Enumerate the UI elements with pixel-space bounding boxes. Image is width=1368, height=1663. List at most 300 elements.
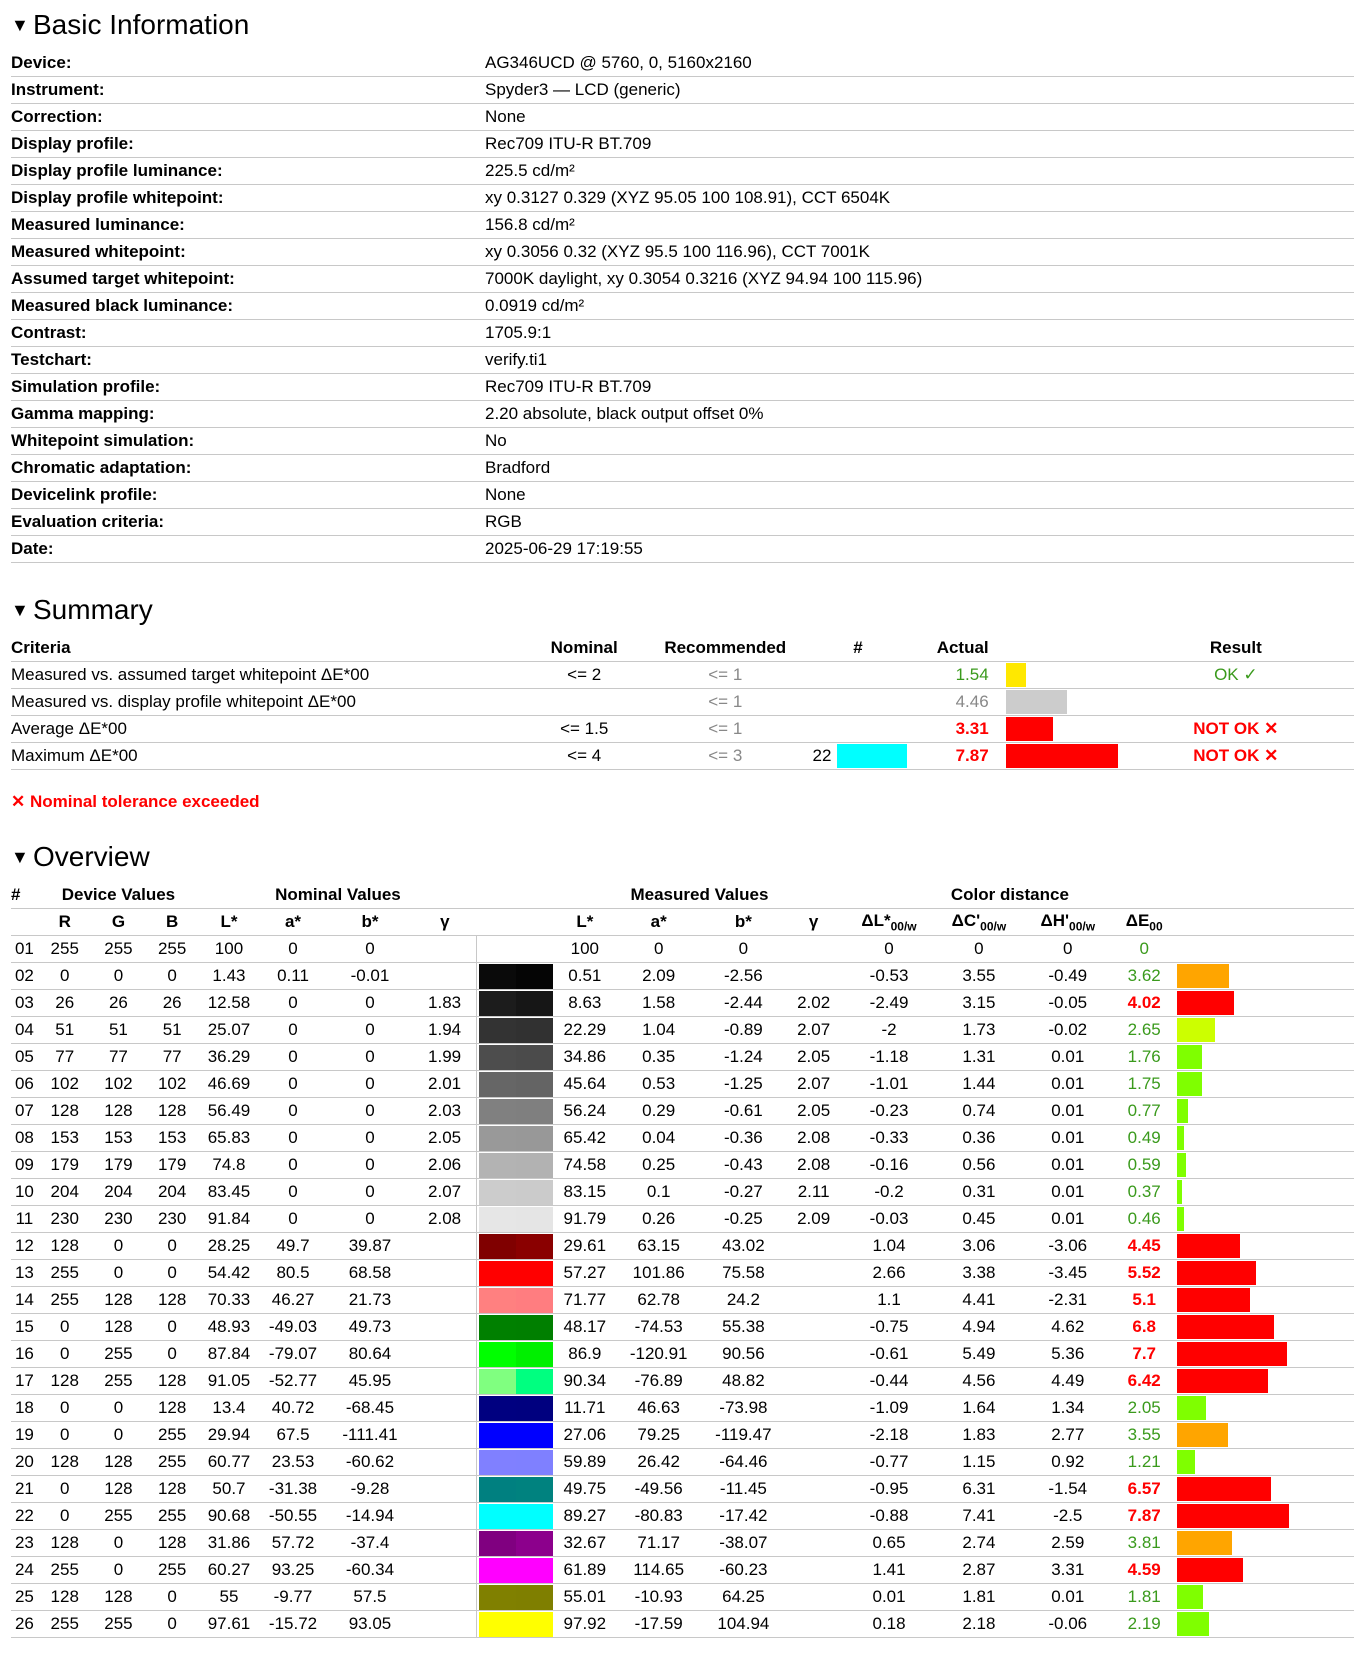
nominal-color-swatch [479,1261,516,1286]
nominal-b: -60.62 [327,1449,413,1476]
measured-a: 71.17 [614,1530,703,1557]
device-b: 0 [145,963,199,990]
nominal-color-swatch [479,1558,516,1583]
nominal-a: 57.72 [259,1530,327,1557]
nominal-gamma: 2.08 [413,1206,477,1233]
delta-H: -3.45 [1023,1260,1112,1287]
delta-C: 0.36 [934,1125,1023,1152]
nominal-b: 0 [327,1017,413,1044]
nominal-L: 100 [199,936,259,963]
nominal-L: 31.86 [199,1530,259,1557]
nominal-b: -14.94 [327,1503,413,1530]
nominal-b: 0 [327,1179,413,1206]
overview-row [11,1611,1354,1638]
row-num: 03 [11,990,38,1017]
row-num: 04 [11,1017,38,1044]
device-b: 255 [145,1503,199,1530]
device-b: 128 [145,1098,199,1125]
device-r: 128 [38,1449,92,1476]
nominal-color-swatch [479,964,516,989]
basic-section-heading[interactable]: ▼ Basic Information [11,0,1354,50]
delta-H: 5.36 [1023,1341,1112,1368]
device-g: 77 [92,1044,146,1071]
row-num: 14 [11,1287,38,1314]
delta-e-bar-cell [1176,1233,1354,1260]
delta-C: 6.31 [934,1476,1023,1503]
nominal-L: 91.05 [199,1368,259,1395]
delta-e-bar-cell [1176,1017,1354,1044]
delta-E: 6.42 [1112,1368,1176,1395]
summary-bar-cell [989,689,1118,716]
delta-C: 0.56 [934,1152,1023,1179]
delta-E: 4.02 [1112,990,1176,1017]
nominal-a: 0 [259,1206,327,1233]
summary-actual: 7.87 [909,743,989,770]
color-swatch-cell [477,1287,556,1314]
info-row [11,266,1354,293]
measured-color-swatch [516,1180,553,1205]
device-b: 255 [145,1422,199,1449]
measured-color-swatch [516,1045,553,1070]
measured-L: 90.34 [555,1368,614,1395]
ov-sub-L: L* [199,909,259,936]
nominal-gamma [413,1476,477,1503]
nominal-a: 46.27 [259,1287,327,1314]
delta-C: 2.74 [934,1530,1023,1557]
delta-E: 7.7 [1112,1341,1176,1368]
device-r: 102 [38,1071,92,1098]
delta-C: 5.49 [934,1341,1023,1368]
summary-header-nominal: Nominal [525,635,644,662]
measured-gamma: 2.07 [784,1071,844,1098]
nominal-gamma [413,1503,477,1530]
nominal-gamma [413,1314,477,1341]
device-r: 128 [38,1368,92,1395]
delta-L: -0.03 [844,1206,935,1233]
measured-L: 34.86 [555,1044,614,1071]
delta-C: 1.44 [934,1071,1023,1098]
measured-b: -2.56 [703,963,784,990]
color-swatch-cell [477,1449,556,1476]
nominal-color-swatch [479,937,516,962]
color-swatch-cell [477,1260,556,1287]
collapse-triangle-icon[interactable]: ▼ [11,847,29,867]
device-b: 255 [145,1557,199,1584]
nominal-a: 0 [259,1179,327,1206]
measured-L: 83.15 [555,1179,614,1206]
overview-row [11,1179,1354,1206]
device-r: 128 [38,1098,92,1125]
summary-result: NOT OK ✕ [1118,716,1354,743]
summary-table [11,635,1354,770]
device-g: 179 [92,1152,146,1179]
delta-C: 0 [934,936,1023,963]
delta-H: 4.62 [1023,1314,1112,1341]
measured-b: 43.02 [703,1233,784,1260]
nominal-a: 40.72 [259,1395,327,1422]
overview-row [11,1260,1354,1287]
row-num: 12 [11,1233,38,1260]
delta-C: 0.74 [934,1098,1023,1125]
measured-b: 55.38 [703,1314,784,1341]
nominal-L: 29.94 [199,1422,259,1449]
info-key: Measured whitepoint: [11,239,485,266]
measured-a: 62.78 [614,1287,703,1314]
nominal-b: -37.4 [327,1530,413,1557]
delta-L: -0.53 [844,963,935,990]
color-swatch-cell [477,1125,556,1152]
info-row [11,401,1354,428]
measured-color-swatch [516,1315,553,1340]
measured-gamma: 2.08 [784,1152,844,1179]
measured-L: 29.61 [555,1233,614,1260]
overview-section-heading[interactable]: ▼ Overview [11,832,1354,882]
measured-L: 48.17 [555,1314,614,1341]
nominal-a: 0 [259,1098,327,1125]
measured-a: -76.89 [614,1368,703,1395]
delta-e-bar [1177,1342,1287,1366]
measured-color-swatch [516,1234,553,1259]
nominal-gamma: 2.06 [413,1152,477,1179]
device-g: 0 [92,1395,146,1422]
nominal-L: 90.68 [199,1503,259,1530]
delta-C: 1.73 [934,1017,1023,1044]
measured-L: 22.29 [555,1017,614,1044]
measured-L: 89.27 [555,1503,614,1530]
measured-a: 0.29 [614,1098,703,1125]
nominal-L: 50.7 [199,1476,259,1503]
nominal-b: 0 [327,936,413,963]
summary-criteria: Measured vs. display profile whitepoint ΔE*00 [11,689,525,716]
delta-e-bar-cell [1176,1530,1354,1557]
measured-gamma [784,936,844,963]
device-g: 0 [92,1233,146,1260]
nominal-b: 49.73 [327,1314,413,1341]
overview-row [11,1044,1354,1071]
color-swatch-cell [477,1557,556,1584]
device-r: 255 [38,936,92,963]
summary-actual: 3.31 [909,716,989,743]
delta-L: -0.95 [844,1476,935,1503]
info-value: xy 0.3127 0.329 (XYZ 95.05 100 108.91), CCT 6504K [485,185,1354,212]
row-num: 10 [11,1179,38,1206]
delta-e-bar [1177,1612,1208,1636]
delta-E: 1.21 [1112,1449,1176,1476]
delta-e-bar [1177,1558,1243,1582]
nominal-L: 70.33 [199,1287,259,1314]
nominal-color-swatch [479,1234,516,1259]
device-b: 128 [145,1530,199,1557]
nominal-b: 57.5 [327,1584,413,1611]
row-num: 19 [11,1422,38,1449]
nominal-L: 83.45 [199,1179,259,1206]
device-g: 128 [92,1314,146,1341]
info-key: Contrast: [11,320,485,347]
info-value: No [485,428,1354,455]
delta-e-bar [1177,1099,1188,1123]
nominal-L: 60.27 [199,1557,259,1584]
measured-a: -80.83 [614,1503,703,1530]
delta-E: 2.65 [1112,1017,1176,1044]
summary-num-swatch-cell [837,716,909,743]
delta-e-bar-cell [1176,963,1354,990]
info-value: Rec709 ITU-R BT.709 [485,131,1354,158]
nominal-a: -49.03 [259,1314,327,1341]
device-r: 179 [38,1152,92,1179]
ov-header-measured: Measured Values [555,882,843,909]
nominal-a: -50.55 [259,1503,327,1530]
summary-num-swatch-cell [837,662,909,689]
nominal-color-swatch [479,1369,516,1394]
row-num: 02 [11,963,38,990]
measured-b: 90.56 [703,1341,784,1368]
measured-b: -17.42 [703,1503,784,1530]
overview-row [11,1395,1354,1422]
delta-H: 0.01 [1023,1152,1112,1179]
ov-sub-b2: b* [327,909,413,936]
measured-gamma: 2.05 [784,1044,844,1071]
measured-a: 0.1 [614,1179,703,1206]
info-key: Display profile: [11,131,485,158]
delta-e-bar-cell [1176,1044,1354,1071]
info-key: Evaluation criteria: [11,509,485,536]
measured-b: -0.61 [703,1098,784,1125]
measured-gamma [784,1341,844,1368]
nominal-gamma [413,963,477,990]
summary-bar-cell [989,662,1118,689]
nominal-gamma: 1.83 [413,990,477,1017]
device-g: 128 [92,1476,146,1503]
measured-b: -64.46 [703,1449,784,1476]
summary-result: NOT OK ✕ [1118,743,1354,770]
nominal-color-swatch [479,1126,516,1151]
measured-b: -2.44 [703,990,784,1017]
nominal-L: 13.4 [199,1395,259,1422]
row-num: 11 [11,1206,38,1233]
delta-E: 6.8 [1112,1314,1176,1341]
color-swatch [837,744,907,768]
nominal-gamma [413,1422,477,1449]
delta-E: 0 [1112,936,1176,963]
delta-e-bar-cell [1176,990,1354,1017]
nominal-a: 23.53 [259,1449,327,1476]
delta-C: 3.55 [934,963,1023,990]
info-row [11,239,1354,266]
delta-C: 2.18 [934,1611,1023,1638]
nominal-a: -79.07 [259,1341,327,1368]
row-num: 17 [11,1368,38,1395]
ov-sub-mgamma: γ [784,909,844,936]
info-row [11,374,1354,401]
device-b: 255 [145,936,199,963]
measured-gamma: 2.07 [784,1017,844,1044]
nominal-a: 0 [259,1152,327,1179]
nominal-a: 0 [259,1017,327,1044]
summary-recommended: <= 1 [643,662,807,689]
info-key: Simulation profile: [11,374,485,401]
delta-H: 0.01 [1023,1071,1112,1098]
device-g: 255 [92,1503,146,1530]
row-num: 26 [11,1611,38,1638]
nominal-b: 39.87 [327,1233,413,1260]
measured-b: -0.27 [703,1179,784,1206]
measured-a: 114.65 [614,1557,703,1584]
color-swatch-cell [477,1152,556,1179]
delta-H: 1.34 [1023,1395,1112,1422]
color-swatch-cell [477,1422,556,1449]
device-g: 204 [92,1179,146,1206]
measured-gamma: 2.05 [784,1098,844,1125]
measured-gamma [784,1530,844,1557]
delta-e-bar [1177,1477,1271,1501]
delta-e-bar-cell [1176,1179,1354,1206]
nominal-color-swatch [479,1315,516,1340]
basic-info-table [11,50,1354,563]
device-b: 230 [145,1206,199,1233]
nominal-gamma [413,1395,477,1422]
summary-nominal: <= 4 [525,743,644,770]
nominal-b: 21.73 [327,1287,413,1314]
measured-a: 0.25 [614,1152,703,1179]
nominal-color-swatch [479,1342,516,1367]
summary-num [807,662,837,689]
measured-color-swatch [516,1558,553,1583]
measured-b: -0.43 [703,1152,784,1179]
measured-L: 11.71 [555,1395,614,1422]
delta-L: 0.18 [844,1611,935,1638]
measured-color-swatch [516,1126,553,1151]
delta-e-bar [1177,1045,1202,1069]
device-r: 26 [38,990,92,1017]
info-key: Whitepoint simulation: [11,428,485,455]
summary-bar [1006,744,1118,768]
measured-a: -10.93 [614,1584,703,1611]
measured-gamma [784,1611,844,1638]
delta-L: -0.2 [844,1179,935,1206]
nominal-gamma: 2.03 [413,1098,477,1125]
info-row [11,455,1354,482]
device-b: 204 [145,1179,199,1206]
collapse-triangle-icon[interactable]: ▼ [11,600,29,620]
delta-L: -2.49 [844,990,935,1017]
row-num: 16 [11,1341,38,1368]
info-value: AG346UCD @ 5760, 0, 5160x2160 [485,50,1354,77]
measured-a: 101.86 [614,1260,703,1287]
device-g: 255 [92,1341,146,1368]
device-r: 255 [38,1287,92,1314]
device-g: 51 [92,1017,146,1044]
nominal-gamma: 2.05 [413,1125,477,1152]
collapse-triangle-icon[interactable]: ▼ [11,15,29,35]
info-key: Measured black luminance: [11,293,485,320]
nominal-a: 0 [259,990,327,1017]
info-row [11,293,1354,320]
measured-a: 79.25 [614,1422,703,1449]
measured-b: -0.25 [703,1206,784,1233]
info-value: None [485,104,1354,131]
nominal-L: 28.25 [199,1233,259,1260]
delta-C: 3.06 [934,1233,1023,1260]
device-g: 102 [92,1071,146,1098]
nominal-b: 0 [327,1071,413,1098]
summary-bar [1006,717,1053,741]
measured-color-swatch [516,1369,553,1394]
delta-e-bar [1177,1018,1215,1042]
nominal-color-swatch [479,1072,516,1097]
delta-e-bar-cell [1176,1395,1354,1422]
measured-color-swatch [516,1261,553,1286]
delta-L: -1.09 [844,1395,935,1422]
info-row [11,158,1354,185]
delta-E: 4.45 [1112,1233,1176,1260]
device-b: 0 [145,1314,199,1341]
row-num: 08 [11,1125,38,1152]
nominal-color-swatch [479,1288,516,1313]
delta-C: 2.87 [934,1557,1023,1584]
measured-color-swatch [516,1396,553,1421]
row-num: 24 [11,1557,38,1584]
overview-row [11,1071,1354,1098]
delta-e-bar-cell [1176,1422,1354,1449]
delta-e-bar-cell [1176,1476,1354,1503]
row-num: 25 [11,1584,38,1611]
info-value: None [485,482,1354,509]
measured-a: 46.63 [614,1395,703,1422]
measured-color-swatch [516,1018,553,1043]
color-swatch-cell [477,936,556,963]
overview-row [11,1206,1354,1233]
delta-C: 1.31 [934,1044,1023,1071]
measured-b: -0.36 [703,1125,784,1152]
device-g: 0 [92,1530,146,1557]
delta-e-bar [1177,1153,1185,1177]
delta-C: 1.81 [934,1584,1023,1611]
delta-e-bar [1177,1531,1231,1555]
measured-L: 45.64 [555,1071,614,1098]
info-key: Gamma mapping: [11,401,485,428]
delta-E: 0.49 [1112,1125,1176,1152]
summary-section-heading[interactable]: ▼ Summary [11,585,1354,635]
measured-b: -1.24 [703,1044,784,1071]
measured-gamma [784,1395,844,1422]
overview-row [11,1287,1354,1314]
delta-H: -0.05 [1023,990,1112,1017]
delta-H: 0.01 [1023,1206,1112,1233]
measured-b: -1.25 [703,1071,784,1098]
delta-e-bar-cell [1176,1098,1354,1125]
measured-gamma: 2.02 [784,990,844,1017]
ov-sub-dH: $\Delta H'_{00/w}$ [1023,909,1112,936]
measured-gamma [784,1314,844,1341]
delta-e-bar [1177,1207,1183,1231]
nominal-b: 0 [327,990,413,1017]
measured-b: 24.2 [703,1287,784,1314]
summary-recommended: <= 1 [643,689,807,716]
info-key: Display profile luminance: [11,158,485,185]
device-r: 230 [38,1206,92,1233]
info-row [11,347,1354,374]
nominal-a: 0 [259,1125,327,1152]
row-num: 05 [11,1044,38,1071]
ov-sub-dE: $\Delta E_{00}$ [1112,909,1176,936]
nominal-b: 93.05 [327,1611,413,1638]
device-b: 102 [145,1071,199,1098]
overview-row [11,1017,1354,1044]
delta-E: 3.81 [1112,1530,1176,1557]
delta-H: -2.31 [1023,1287,1112,1314]
nominal-b: 68.58 [327,1260,413,1287]
row-num: 07 [11,1098,38,1125]
